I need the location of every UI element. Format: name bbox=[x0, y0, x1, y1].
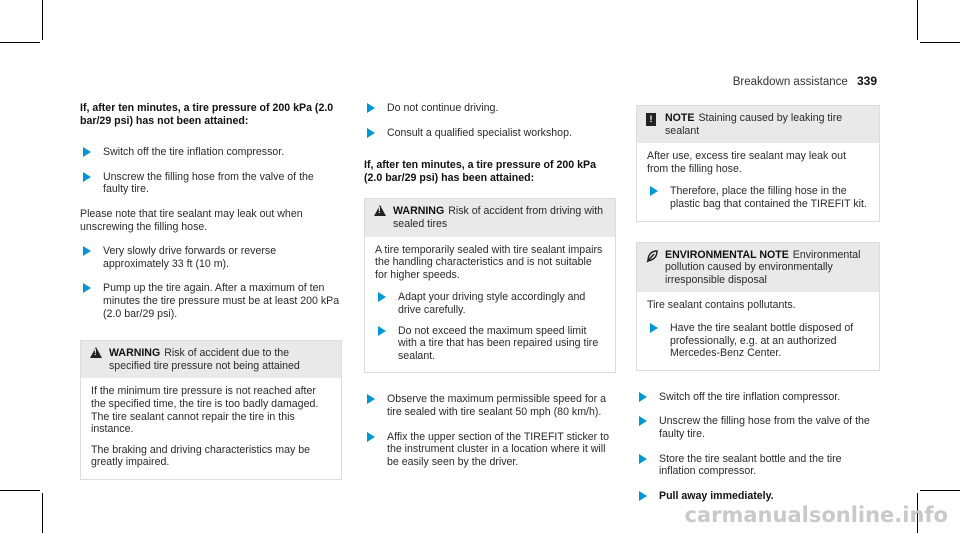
environmental-note-body bbox=[637, 292, 879, 369]
environment-leaf-icon bbox=[645, 249, 659, 263]
watermark: carmanualsonline.info bbox=[684, 503, 948, 527]
arrow-icon bbox=[367, 432, 375, 442]
instruction-step: Unscrew the filling hose from the valve of the faulty tire. bbox=[80, 171, 342, 196]
arrow-icon bbox=[378, 326, 386, 336]
note-subtitle: Staining caused by leaking tire sealant bbox=[665, 112, 843, 137]
crop-mark bbox=[42, 493, 43, 533]
note-header bbox=[637, 106, 879, 143]
warning-header bbox=[81, 341, 341, 378]
warning-box bbox=[364, 198, 616, 373]
instruction-step: Unscrew the filling hose from the valve of the faulty tire. bbox=[636, 415, 880, 440]
arrow-icon bbox=[650, 186, 658, 196]
arrow-icon bbox=[650, 323, 658, 333]
arrow-icon bbox=[83, 283, 91, 293]
crop-mark bbox=[920, 42, 960, 43]
environmental-note-title: ENVIRONMENTAL NOTE bbox=[665, 248, 789, 261]
arrow-icon bbox=[83, 172, 91, 182]
instruction-step: Affix the upper section of the TIREFIT sticker to the instrument cluster in a location where it will be easily seen by the driver. bbox=[364, 431, 616, 469]
environmental-note-box bbox=[636, 242, 880, 371]
note-box bbox=[636, 105, 880, 222]
arrow-icon bbox=[367, 394, 375, 404]
instruction-step: Have the tire sealant bottle disposed of professionally, e.g. at an authorized Mercedes-Benz Center. bbox=[647, 322, 869, 360]
warning-subtitle: Risk of accident due to the specified tire pressure not being attained bbox=[109, 347, 300, 372]
warning-box bbox=[80, 340, 342, 480]
column-left bbox=[80, 102, 342, 500]
crop-mark bbox=[917, 0, 918, 40]
environmental-note-subtitle: Environmental pollution caused by environmentally irresponsible disposal bbox=[665, 248, 861, 286]
warning-header bbox=[365, 199, 615, 236]
instruction-step: Switch off the tire inflation compressor. bbox=[80, 146, 342, 159]
section-heading: If, after ten minutes, a tire pressure of 200 kPa (2.0 bar/29 psi) has not been attained: bbox=[80, 102, 334, 127]
arrow-icon bbox=[378, 292, 386, 302]
arrow-icon bbox=[83, 246, 91, 256]
column-middle bbox=[364, 102, 616, 480]
crop-mark bbox=[0, 42, 40, 43]
instruction-step: Do not continue driving. bbox=[364, 102, 616, 115]
section-title: Breakdown assistance bbox=[732, 76, 848, 88]
instruction-step: Do not exceed the maximum speed limit with a tire that has been repaired using tire sealant. bbox=[375, 325, 605, 363]
column-right bbox=[636, 105, 880, 514]
arrow-icon bbox=[83, 147, 91, 157]
paragraph: A tire temporarily sealed with tire sealant impairs the handling characteristics and is not suitable for higher speeds. bbox=[375, 243, 603, 281]
warning-triangle-icon bbox=[374, 205, 386, 216]
warning-body bbox=[81, 378, 341, 479]
arrow-icon bbox=[367, 103, 375, 113]
instruction-step: Very slowly drive forwards or reverse approximately 33 ft (10 m). bbox=[80, 245, 342, 270]
environmental-note-header bbox=[637, 243, 879, 293]
instruction-step: Adapt your driving style accordingly and drive carefully. bbox=[375, 291, 605, 316]
arrow-icon bbox=[639, 491, 647, 501]
instruction-step-final: Pull away immediately. bbox=[636, 490, 880, 503]
note-body bbox=[637, 143, 879, 220]
crop-mark bbox=[920, 490, 960, 491]
instruction-step: Store the tire sealant bottle and the tire inflation compressor. bbox=[636, 453, 880, 478]
paragraph: After use, excess tire sealant may leak out from the filling hose. bbox=[647, 150, 847, 175]
crop-mark bbox=[0, 490, 40, 491]
instruction-step: Pump up the tire again. After a maximum of ten minutes the tire pressure must be at least 200 kPa (2.0 bar/29 psi). bbox=[80, 282, 342, 320]
arrow-icon bbox=[367, 128, 375, 138]
warning-subtitle: Risk of accident from driving with sealed tires bbox=[393, 205, 604, 230]
paragraph: Please note that tire sealant may leak out when unscrewing the filling hose. bbox=[80, 207, 303, 233]
note-icon: ! bbox=[646, 113, 656, 126]
page-header bbox=[733, 74, 877, 88]
arrow-icon bbox=[639, 392, 647, 402]
page-number: 339 bbox=[856, 74, 877, 88]
paragraph: If the minimum tire pressure is not reached after the specified time, the tire is too badly damaged. The tire sealant cannot repair the tire in this instance. bbox=[91, 385, 319, 436]
paragraph: Tire sealant contains pollutants. bbox=[647, 299, 796, 312]
note-title: NOTE bbox=[665, 112, 695, 124]
warning-body bbox=[365, 237, 615, 373]
warning-title: WARNING bbox=[109, 347, 161, 360]
instruction-step: Therefore, place the filling hose in the plastic bag that contained the TIREFIT kit. bbox=[647, 185, 869, 210]
paragraph: The braking and driving characteristics may be greatly impaired. bbox=[91, 443, 311, 469]
instruction-step: Observe the maximum permissible speed for a tire sealed with tire sealant 50 mph (80 km/h). bbox=[364, 393, 616, 418]
instruction-step: Switch off the tire inflation compressor. bbox=[636, 391, 880, 404]
warning-title: WARNING bbox=[393, 205, 445, 218]
section-heading: If, after ten minutes, a tire pressure of 200 kPa (2.0 bar/29 psi) has been attained: bbox=[364, 159, 596, 184]
arrow-icon bbox=[639, 454, 647, 464]
warning-triangle-icon bbox=[90, 347, 102, 358]
crop-mark bbox=[42, 0, 43, 40]
instruction-step: Consult a qualified specialist workshop. bbox=[364, 127, 616, 140]
arrow-icon bbox=[639, 416, 647, 426]
